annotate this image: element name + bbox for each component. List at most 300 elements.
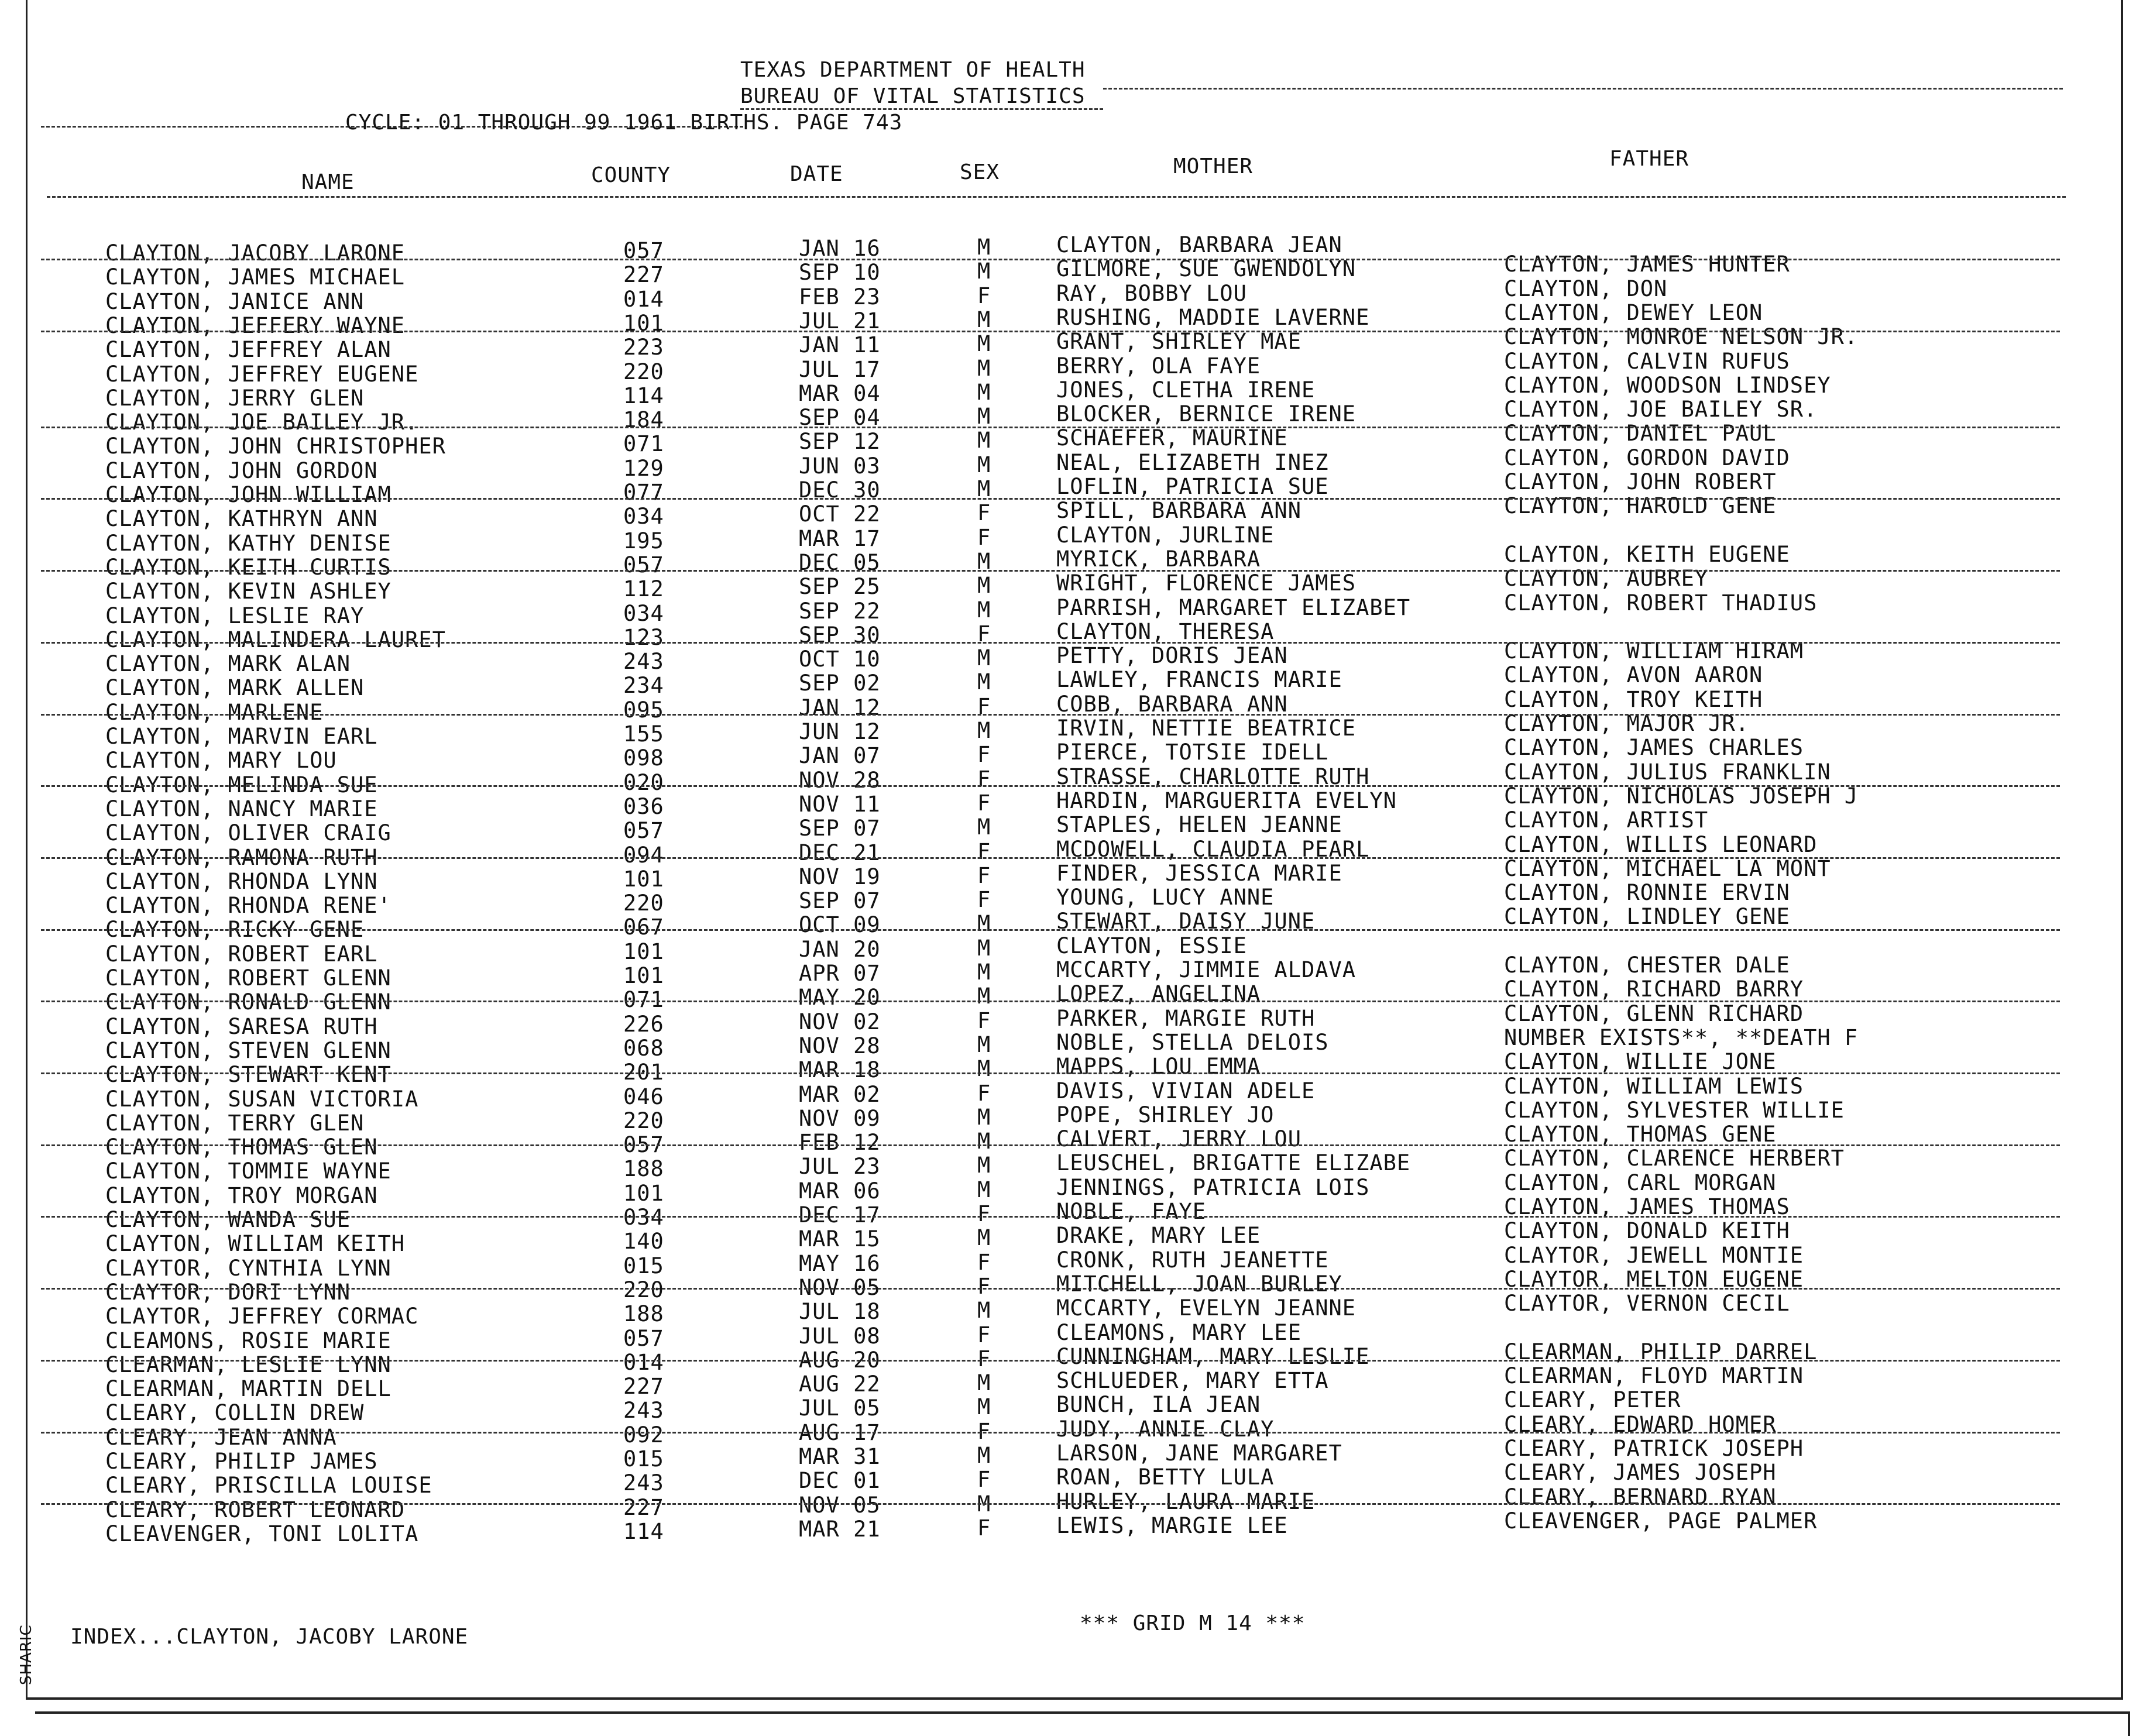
cell-mother: CLAYTON, ESSIE [1056, 933, 1247, 958]
cell-mother: STRASSE, CHARLOTTE RUTH [1056, 764, 1370, 789]
cell-sex: M [977, 235, 991, 260]
cell-mother: ROAN, BETTY LULA [1056, 1465, 1275, 1490]
cell-mother: YOUNG, LUCY ANNE [1056, 885, 1275, 910]
cell-date: JAN 07 [799, 743, 881, 769]
cell-date: APR 07 [799, 961, 881, 986]
cell-sex: M [977, 428, 991, 453]
col-header-county: COUNTY [591, 163, 671, 187]
cell-father: CLAYTON, MONROE NELSON JR. [1504, 324, 1859, 350]
cell-name: CLAYTON, SARESA RUTH [105, 1013, 378, 1039]
index-line: INDEX...CLAYTON, JACOBY LARONE [70, 1625, 469, 1649]
row-rule [41, 857, 2060, 859]
cell-sex: F [977, 1322, 991, 1347]
cell-date: JUL 21 [799, 308, 881, 334]
cell-mother: MAPPS, LOU EMMA [1056, 1054, 1261, 1080]
cell-date: JUL 18 [799, 1299, 881, 1325]
cell-county: 014 [623, 1349, 664, 1375]
cell-mother: CLAYTON, THERESA [1056, 618, 1275, 644]
row-rule [41, 714, 2060, 716]
cell-date: MAR 18 [799, 1057, 881, 1083]
cell-name: CLAYTON, MELINDA SUE [105, 772, 378, 797]
cell-name: CLAYTON, KEVIN ASHLEY [105, 579, 392, 604]
row-rule [41, 498, 2060, 500]
cell-mother: RAY, BOBBY LOU [1056, 280, 1247, 306]
cell-sex: M [977, 1491, 991, 1517]
cell-date: MAR 31 [799, 1444, 881, 1469]
cell-date: NOV 19 [799, 864, 881, 889]
cell-sex: M [977, 984, 991, 1009]
cell-county: 014 [623, 286, 664, 312]
cell-father: CLAYTON, THOMAS GENE [1504, 1122, 1777, 1147]
cell-sex: M [977, 1177, 991, 1202]
cell-mother: FINDER, JESSICA MARIE [1056, 860, 1342, 886]
cell-father: CLEAVENGER, PAGE PALMER [1504, 1508, 1818, 1534]
cell-father: CLAYTON, JULIUS FRANKLIN [1504, 759, 1831, 785]
row-rule [41, 642, 2060, 644]
cell-mother: LEUSCHEL, BRIGATTE ELIZABE [1056, 1150, 1411, 1176]
cell-sex: M [977, 1056, 991, 1082]
cell-mother: LOFLIN, PATRICIA SUE [1056, 474, 1329, 499]
cell-father: CLAYTON, MAJOR JR. [1504, 711, 1749, 736]
cell-mother: CUNNINGHAM, MARY LESLIE [1056, 1343, 1370, 1369]
row-rule [41, 1144, 2060, 1146]
bureau-title: BUREAU OF VITAL STATISTICS [740, 84, 1086, 108]
col-header-mother: MOTHER [1173, 154, 1254, 178]
cell-date: JUL 17 [799, 356, 881, 382]
cell-county: 201 [623, 1060, 664, 1085]
next-page-edge [35, 1711, 2130, 1736]
cell-date: JUL 23 [799, 1154, 881, 1180]
cell-mother: MCDOWELL, CLAUDIA PEARL [1056, 836, 1370, 862]
cell-date: NOV 09 [799, 1105, 881, 1131]
row-rule [41, 331, 2060, 332]
cell-name: CLAYTON, JANICE ANN [105, 288, 365, 314]
cell-father: CLAYTON, CARL MORGAN [1504, 1170, 1777, 1195]
row-rule [41, 1360, 2060, 1362]
col-header-sex: SEX [960, 160, 1000, 184]
cell-mother: STEWART, DAISY JUNE [1056, 909, 1316, 934]
cell-sex: M [977, 548, 991, 574]
cell-county: 234 [623, 673, 664, 699]
cell-mother: CLEAMONS, MARY LEE [1056, 1319, 1301, 1345]
cell-date: MAY 16 [799, 1250, 881, 1276]
cell-father: CLAYTON, DON [1504, 276, 1668, 301]
cell-county: 046 [623, 1084, 664, 1109]
cell-county: 243 [623, 649, 664, 675]
rule-top [1103, 88, 2063, 90]
cell-sex: F [977, 742, 991, 768]
cell-sex: F [977, 1346, 991, 1371]
row-rule [41, 1432, 2060, 1434]
cell-name: CLEARMAN, LESLIE LYNN [105, 1352, 392, 1377]
cell-date: JAN 20 [799, 936, 881, 962]
cell-sex: F [977, 887, 991, 913]
cell-county: 095 [623, 697, 664, 723]
cell-name: CLEARY, ROBERT LEONARD [105, 1497, 406, 1522]
cell-county: 101 [623, 1180, 664, 1206]
cell-sex: M [977, 573, 991, 599]
cell-county: 114 [623, 1518, 664, 1544]
cell-date: DEC 05 [799, 549, 881, 575]
cell-mother: MITCHELL, JOAN BURLEY [1056, 1271, 1342, 1297]
cell-sex: F [977, 524, 991, 550]
cell-mother: JENNINGS, PATRICIA LOIS [1056, 1174, 1370, 1200]
cell-father: CLEARMAN, FLOYD MARTIN [1504, 1363, 1804, 1389]
row-rule [41, 427, 2060, 428]
cell-sex: M [977, 307, 991, 332]
cell-name: CLAYTOR, JEFFREY CORMAC [105, 1304, 419, 1329]
cell-father: CLAYTOR, VERNON CECIL [1504, 1291, 1790, 1316]
cell-name: CLAYTON, MARY LOU [105, 748, 337, 774]
cell-father: CLAYTON, MICHAEL LA MONT [1504, 855, 1831, 881]
cell-sex: F [977, 862, 991, 888]
cell-father: NUMBER EXISTS**, **DEATH F [1504, 1025, 1859, 1050]
cell-name: CLAYTOR, CYNTHIA LYNN [105, 1255, 392, 1281]
bureau-underline [740, 108, 1103, 110]
cell-date: SEP 25 [799, 574, 881, 600]
cell-county: 034 [623, 600, 664, 626]
cell-name: CLEARMAN, MARTIN DELL [105, 1376, 392, 1402]
cell-mother: WRIGHT, FLORENCE JAMES [1056, 570, 1357, 596]
cell-county: 114 [623, 383, 664, 408]
cell-county: 034 [623, 1205, 664, 1230]
cell-county: 227 [623, 1494, 664, 1520]
cell-name: CLEARY, JEAN ANNA [105, 1424, 337, 1450]
cell-mother: BLOCKER, BERNICE IRENE [1056, 401, 1357, 427]
cell-name: CLAYTON, JEFFERY WAYNE [105, 312, 406, 338]
row-rule [41, 1216, 2060, 1218]
cell-sex: M [977, 669, 991, 695]
cell-father: CLAYTON, GLENN RICHARD [1504, 1001, 1804, 1026]
cell-name: CLEARY, PRISCILLA LOUISE [105, 1473, 432, 1498]
cell-name: CLAYTON, MARVIN EARL [105, 724, 378, 749]
cell-county: 188 [623, 1156, 664, 1182]
cell-father: CLEARY, BERNARD RYAN [1504, 1484, 1777, 1510]
cell-county: 057 [623, 1325, 664, 1351]
cell-county: 057 [623, 238, 664, 263]
cell-sex: M [977, 718, 991, 743]
cell-county: 071 [623, 431, 664, 457]
cell-father: CLEARY, EDWARD HOMER [1504, 1411, 1777, 1437]
cell-date: NOV 05 [799, 1274, 881, 1300]
cell-county: 034 [623, 504, 664, 530]
cell-county: 123 [623, 624, 664, 650]
cell-father: CLEARY, PETER [1504, 1387, 1681, 1413]
cell-father: CLAYTON, AUBREY [1504, 566, 1709, 592]
cell-county: 067 [623, 915, 664, 940]
cell-father: CLAYTON, ARTIST [1504, 807, 1709, 833]
cell-father: CLAYTON, AVON AARON [1504, 662, 1763, 688]
cell-date: NOV 28 [799, 767, 881, 793]
side-label: SHARIC [18, 1624, 35, 1685]
cell-mother: JONES, CLETHA IRENE [1056, 377, 1316, 403]
cell-sex: F [977, 766, 991, 792]
cell-date: SEP 12 [799, 429, 881, 455]
cell-name: CLAYTON, RHONDA LYNN [105, 868, 378, 894]
cell-date: MAR 02 [799, 1081, 881, 1107]
cell-father: CLAYTON, HAROLD GENE [1504, 493, 1777, 519]
cell-date: MAR 15 [799, 1226, 881, 1252]
cell-county: 220 [623, 359, 664, 384]
cell-mother: PARKER, MARGIE RUTH [1056, 1005, 1316, 1031]
cell-mother: DAVIS, VIVIAN ADELE [1056, 1078, 1316, 1104]
cell-county: 243 [623, 1398, 664, 1424]
cell-county: 220 [623, 1277, 664, 1302]
cell-name: CLAYTON, JOE BAILEY JR. [105, 410, 419, 435]
cell-county: 101 [623, 939, 664, 964]
cell-mother: LARSON, JANE MARGARET [1056, 1441, 1342, 1466]
cell-name: CLAYTON, WILLIAM KEITH [105, 1231, 406, 1257]
cell-name: CLAYTON, JEFFREY ALAN [105, 337, 392, 363]
cell-date: OCT 22 [799, 501, 881, 527]
cell-date: NOV 02 [799, 1009, 881, 1034]
cell-father: CLAYTON, DEWEY LEON [1504, 300, 1763, 325]
cell-date: NOV 05 [799, 1492, 881, 1518]
cell-date: JUL 08 [799, 1323, 881, 1349]
cell-mother: NOBLE, FAYE [1056, 1199, 1207, 1224]
cell-name: CLAYTON, MARK ALLEN [105, 675, 365, 701]
cell-county: 098 [623, 745, 664, 771]
cell-name: CLAYTON, LESLIE RAY [105, 603, 365, 628]
cell-county: 112 [623, 576, 664, 602]
cell-date: DEC 01 [799, 1468, 881, 1494]
row-rule [41, 1072, 2060, 1074]
row-rule [41, 1288, 2060, 1290]
cell-date: SEP 22 [799, 598, 881, 624]
cell-sex: M [977, 1370, 991, 1396]
cell-father: CLAYTON, JOHN ROBERT [1504, 469, 1777, 494]
cell-county: 057 [623, 1132, 664, 1158]
cell-name: CLAYTON, JOHN GORDON [105, 458, 378, 483]
cell-father: CLAYTON, JAMES HUNTER [1504, 252, 1790, 277]
row-rule [41, 259, 2060, 260]
cell-father: CLAYTON, NICHOLAS JOSEPH J [1504, 783, 1859, 809]
cell-county: 020 [623, 769, 664, 795]
cell-name: CLAYTON, MALINDERA LAURET [105, 627, 446, 652]
cell-name: CLAYTON, JERRY GLEN [105, 385, 365, 411]
cell-date: OCT 09 [799, 912, 881, 938]
cell-name: CLAYTON, RONALD GLENN [105, 989, 392, 1015]
cell-date: DEC 30 [799, 477, 881, 503]
cell-mother: MYRICK, BARBARA [1056, 546, 1261, 572]
cell-mother: PIERCE, TOTSIE IDELL [1056, 740, 1329, 765]
cell-sex: F [977, 790, 991, 816]
cell-name: CLAYTON, KATHY DENISE [105, 530, 392, 556]
cell-sex: M [977, 960, 991, 985]
cell-name: CLAYTON, STEVEN GLENN [105, 1037, 392, 1063]
cell-county: 101 [623, 310, 664, 336]
cell-mother: BERRY, OLA FAYE [1056, 353, 1261, 379]
cell-date: SEP 10 [799, 260, 881, 286]
cell-name: CLAYTON, ROBERT EARL [105, 941, 378, 967]
cell-sex: M [977, 259, 991, 284]
cell-name: CLAYTON, TOMMIE WAYNE [105, 1159, 392, 1184]
cell-county: 077 [623, 480, 664, 505]
cell-sex: M [977, 379, 991, 405]
cell-mother: NEAL, ELIZABETH INEZ [1056, 449, 1329, 475]
cell-father: CLAYTON, WILLIE JONE [1504, 1049, 1777, 1075]
cell-sex: M [977, 1104, 991, 1130]
cycle-line: CYCLE: 01 THROUGH 99 1961 BIRTHS. PAGE 743 [345, 111, 903, 135]
cell-sex: M [977, 645, 991, 671]
cell-sex: F [977, 1249, 991, 1275]
cell-father: CLAYTON, LINDLEY GENE [1504, 904, 1790, 930]
cell-father: CLAYTON, RICHARD BARRY [1504, 977, 1804, 1002]
cell-sex: M [977, 331, 991, 357]
cell-county: 036 [623, 793, 664, 819]
row-rule [41, 570, 2060, 572]
cell-sex: F [977, 1273, 991, 1299]
cell-sex: M [977, 1153, 991, 1178]
cell-county: 140 [623, 1229, 664, 1254]
cell-name: CLAYTON, ROBERT GLENN [105, 965, 392, 991]
cell-date: AUG 20 [799, 1347, 881, 1373]
cell-father: CLAYTON, DONALD KEITH [1504, 1218, 1790, 1244]
cell-county: 220 [623, 1108, 664, 1133]
cell-mother: MCCARTY, JIMMIE ALDAVA [1056, 957, 1357, 982]
cell-county: 220 [623, 891, 664, 916]
cell-father: CLAYTON, CLARENCE HERBERT [1504, 1146, 1845, 1171]
cell-father: CLAYTON, WILLIS LEONARD [1504, 831, 1818, 857]
row-rule [41, 1001, 2060, 1002]
cell-sex: M [977, 476, 991, 501]
cell-sex: M [977, 911, 991, 937]
cell-county: 092 [623, 1422, 664, 1448]
grid-label: *** GRID M 14 *** [1080, 1611, 1306, 1635]
cell-date: FEB 23 [799, 284, 881, 310]
cell-father: CLAYTOR, MELTON EUGENE [1504, 1266, 1804, 1292]
cell-date: SEP 02 [799, 671, 881, 696]
cell-name: CLAYTON, JACOBY LARONE [105, 240, 406, 266]
cell-father: CLAYTON, CHESTER DALE [1504, 953, 1790, 978]
cell-sex: M [977, 452, 991, 477]
cell-name: CLAYTON, JOHN CHRISTOPHER [105, 434, 446, 459]
cell-name: CLAYTON, TERRY GLEN [105, 1110, 365, 1136]
cell-sex: M [977, 814, 991, 840]
cell-date: SEP 07 [799, 816, 881, 841]
cell-father: CLAYTON, JAMES CHARLES [1504, 735, 1804, 761]
cell-father: CLAYTON, GORDON DAVID [1504, 445, 1790, 470]
cell-name: CLAYTON, THOMAS GLEN [105, 1135, 378, 1160]
cell-sex: F [977, 1008, 991, 1033]
cell-father: CLEARY, JAMES JOSEPH [1504, 1460, 1777, 1486]
cell-sex: F [977, 1515, 991, 1541]
cell-date: JUN 12 [799, 719, 881, 744]
cell-sex: M [977, 404, 991, 429]
cell-date: MAY 20 [799, 985, 881, 1010]
cell-name: CLAYTON, RICKY GENE [105, 917, 365, 943]
cell-date: SEP 30 [799, 622, 881, 648]
cell-county: 057 [623, 818, 664, 844]
row-rule [41, 929, 2060, 931]
cell-father: CLAYTON, JOE BAILEY SR. [1504, 397, 1818, 422]
cell-mother: POPE, SHIRLEY JO [1056, 1102, 1275, 1127]
cell-mother: CLAYTON, BARBARA JEAN [1056, 232, 1342, 257]
cell-date: MAR 21 [799, 1516, 881, 1542]
cell-sex: F [977, 283, 991, 308]
cell-county: 071 [623, 987, 664, 1013]
cell-mother: BUNCH, ILA JEAN [1056, 1392, 1261, 1418]
cell-name: CLAYTON, RHONDA RENE' [105, 893, 392, 919]
cell-father: CLEARY, PATRICK JOSEPH [1504, 1436, 1804, 1461]
cell-county: 068 [623, 1035, 664, 1061]
cell-county: 188 [623, 1301, 664, 1327]
cell-name: CLAYTOR, DORI LYNN [105, 1279, 351, 1305]
cell-name: CLEARY, PHILIP JAMES [105, 1449, 378, 1474]
cell-date: JAN 12 [799, 695, 881, 720]
cell-mother: LAWLEY, FRANCIS MARIE [1056, 667, 1342, 693]
cell-mother: SPILL, BARBARA ANN [1056, 498, 1301, 524]
cell-date: SEP 04 [799, 405, 881, 431]
cell-sex: F [977, 1080, 991, 1106]
cell-mother: NOBLE, STELLA DELOIS [1056, 1029, 1329, 1055]
cell-name: CLAYTON, KEITH CURTIS [105, 554, 392, 580]
cell-sex: M [977, 1032, 991, 1057]
cell-name: CLAYTON, MARLENE [105, 699, 324, 725]
cell-mother: CLAYTON, JURLINE [1056, 522, 1275, 548]
cell-father: CLAYTON, DANIEL PAUL [1504, 421, 1777, 446]
cell-county: 184 [623, 407, 664, 433]
cell-sex: M [977, 1394, 991, 1420]
cell-name: CLAYTON, KATHRYN ANN [105, 506, 378, 532]
cell-date: MAR 04 [799, 380, 881, 406]
cell-mother: GRANT, SHIRLEY MAE [1056, 329, 1301, 355]
cell-mother: SCHLUEDER, MARY ETTA [1056, 1368, 1329, 1394]
cell-mother: DRAKE, MARY LEE [1056, 1223, 1261, 1249]
cell-sex: M [977, 1129, 991, 1154]
cell-name: CLAYTON, SUSAN VICTORIA [105, 1086, 419, 1112]
cell-name: CLEARY, COLLIN DREW [105, 1400, 365, 1426]
cell-sex: F [977, 1201, 991, 1226]
cell-mother: SCHAEFER, MAURINE [1056, 425, 1288, 451]
agency-title: TEXAS DEPARTMENT OF HEALTH [740, 58, 1086, 82]
cell-sex: F [977, 838, 991, 864]
cell-county: 155 [623, 721, 664, 747]
cell-date: AUG 17 [799, 1419, 881, 1445]
cell-sex: M [977, 1225, 991, 1251]
cell-sex: M [977, 1443, 991, 1468]
cell-name: CLEAVENGER, TONI LOLITA [105, 1521, 419, 1546]
cell-name: CLAYTON, RAMONA RUTH [105, 844, 378, 870]
cell-date: SEP 07 [799, 888, 881, 914]
cell-father: CLAYTON, TROY KEITH [1504, 686, 1763, 712]
cell-county: 227 [623, 1374, 664, 1400]
cell-father: CLAYTON, CALVIN RUFUS [1504, 348, 1790, 374]
cell-mother: LEWIS, MARGIE LEE [1056, 1512, 1288, 1538]
col-header-date: DATE [790, 162, 843, 186]
cell-father: CLAYTOR, JEWELL MONTIE [1504, 1242, 1804, 1268]
cell-sex: F [977, 621, 991, 647]
cell-mother: HURLEY, LAURA MARIE [1056, 1489, 1316, 1514]
cell-name: CLAYTON, STEWART KENT [105, 1062, 392, 1088]
cell-father: CLEARMAN, PHILIP DARREL [1504, 1339, 1818, 1364]
cell-name: CLEAMONS, ROSIE MARIE [105, 1328, 392, 1353]
cell-mother: GILMORE, SUE GWENDOLYN [1056, 256, 1357, 282]
cell-name: CLAYTON, WANDA SUE [105, 1207, 351, 1232]
cell-county: 243 [623, 1470, 664, 1496]
cell-date: NOV 11 [799, 791, 881, 817]
cell-county: 101 [623, 963, 664, 988]
cell-date: JUN 03 [799, 453, 881, 479]
row-rule [41, 1503, 2060, 1505]
cell-date: FEB 12 [799, 1130, 881, 1156]
cell-name: CLAYTON, JAMES MICHAEL [105, 264, 406, 290]
cell-county: 129 [623, 455, 664, 481]
cell-county: 195 [623, 528, 664, 554]
cell-date: OCT 10 [799, 647, 881, 672]
cell-name: CLAYTON, TROY MORGAN [105, 1182, 378, 1208]
cell-sex: F [977, 1418, 991, 1444]
